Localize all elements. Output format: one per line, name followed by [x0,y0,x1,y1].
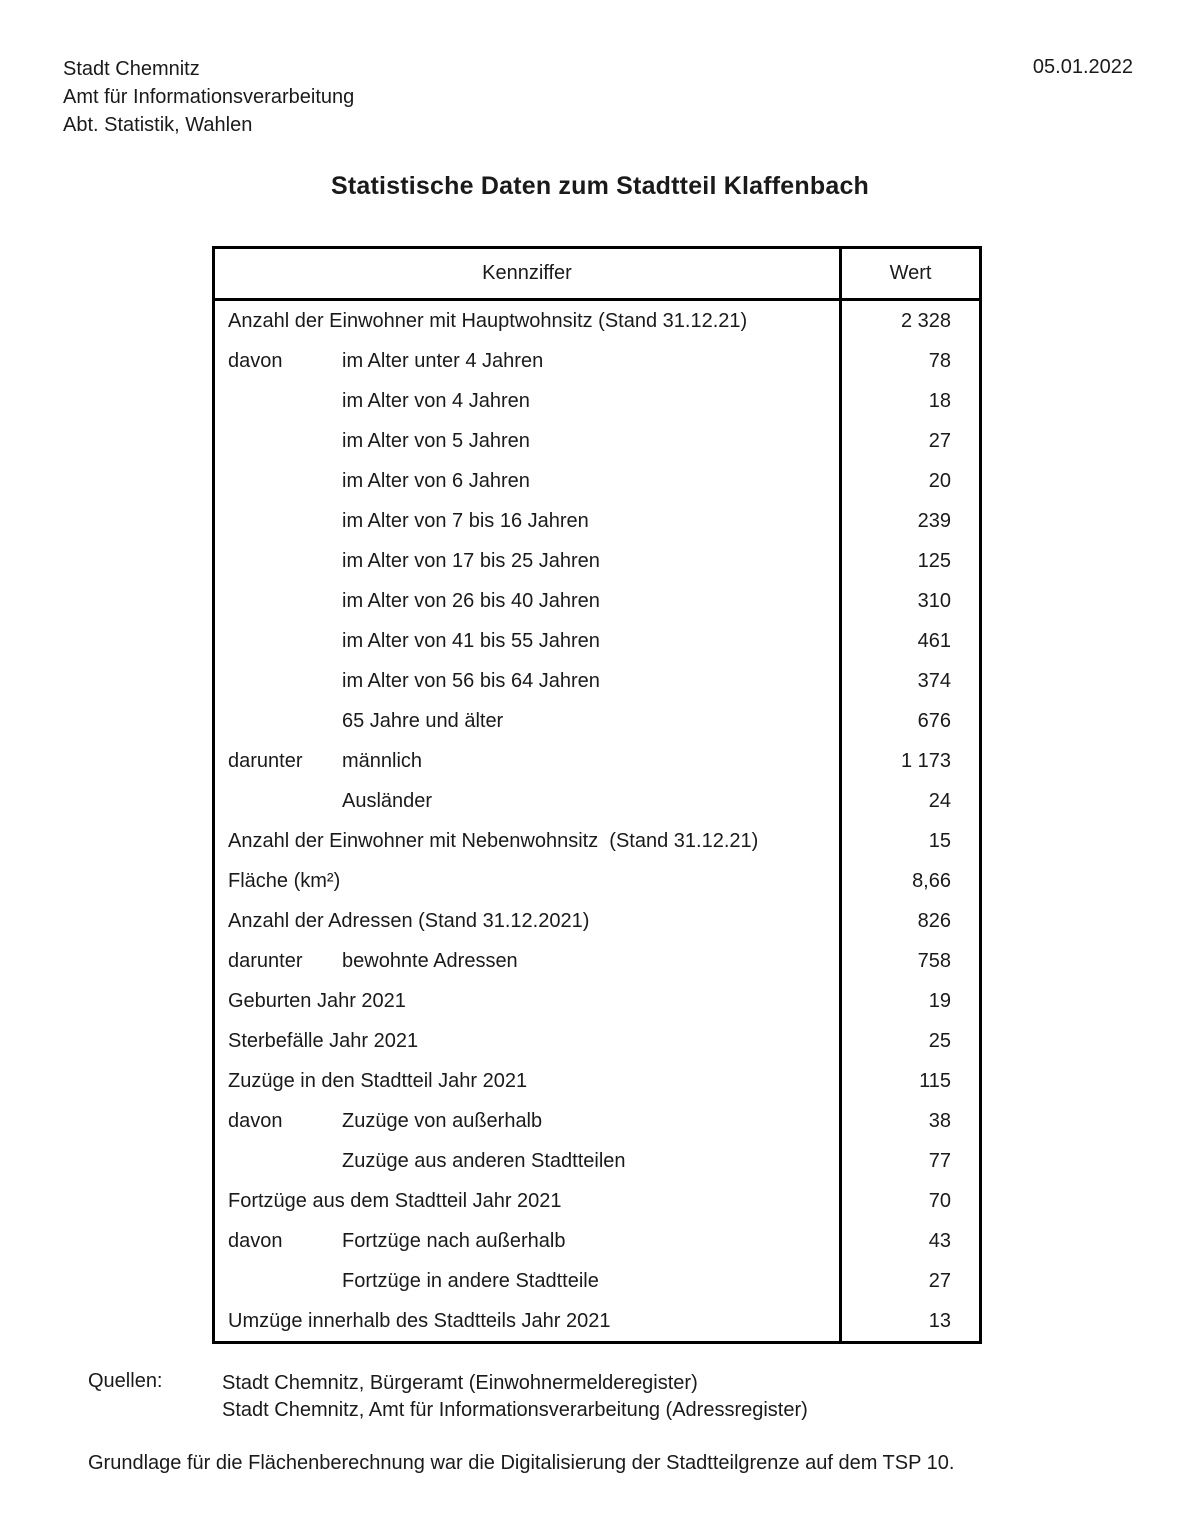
row-label: Fortzüge nach außerhalb [342,1229,566,1252]
row-label: Zuzüge in den Stadtteil Jahr 2021 [228,1069,528,1092]
kennziffer-cell [215,901,839,941]
row-prefix: davon [228,1229,283,1252]
row-label: 65 Jahre und älter [342,709,504,732]
wert-cell: 20 [839,461,979,501]
table-row [215,301,979,341]
wert-cell: 43 [839,1221,979,1261]
sources-label: Quellen: [88,1370,163,1392]
row-label: im Alter von 26 bis 40 Jahren [342,589,600,612]
wert-cell: 676 [839,701,979,741]
kennziffer-cell [215,421,839,461]
row-label: männlich [342,749,423,772]
sender-line-1: Stadt Chemnitz [63,58,200,80]
wert-cell: 19 [839,981,979,1021]
table-row [215,541,979,581]
wert-cell: 826 [839,901,979,941]
table-row [215,421,979,461]
kennziffer-cell [215,1261,839,1301]
wert-cell: 24 [839,781,979,821]
wert-cell: 115 [839,1061,979,1101]
table-header-row [215,249,979,301]
table-row [215,781,979,821]
table-row [215,821,979,861]
kennziffer-cell [215,1301,839,1341]
row-label: im Alter von 6 Jahren [342,469,530,492]
wert-cell: 758 [839,941,979,981]
kennziffer-cell [215,1181,839,1221]
wert-cell: 8,66 [839,861,979,901]
kennziffer-cell [215,1221,839,1261]
row-label: Anzahl der Einwohner mit Nebenwohnsitz (Stand 31.12.21) [228,829,759,852]
wert-cell: 27 [839,1261,979,1301]
table-row [215,581,979,621]
wert-cell: 77 [839,1141,979,1181]
row-label: Sterbefälle Jahr 2021 [228,1029,419,1052]
kennziffer-cell [215,1101,839,1141]
wert-cell: 38 [839,1101,979,1141]
table-row [215,861,979,901]
table-row [215,1301,979,1341]
wert-cell: 27 [839,421,979,461]
wert-cell: 15 [839,821,979,861]
table-row [215,941,979,981]
table-row [215,661,979,701]
statistics-table [212,246,982,1344]
wert-cell: 78 [839,341,979,381]
table-row [215,901,979,941]
sender-block [63,55,354,139]
kennziffer-cell [215,1141,839,1181]
row-prefix: davon [228,1109,283,1132]
kennziffer-cell [215,741,839,781]
kennziffer-cell [215,821,839,861]
table-row [215,1261,979,1301]
kennziffer-cell [215,541,839,581]
wert-cell: 25 [839,1021,979,1061]
table-row [215,621,979,661]
row-label: im Alter von 7 bis 16 Jahren [342,509,589,532]
sources-list [222,1370,808,1424]
wert-cell: 239 [839,501,979,541]
row-label: Zuzüge aus anderen Stadtteilen [342,1149,626,1172]
row-label: im Alter von 4 Jahren [342,389,530,412]
table-row [215,1021,979,1061]
wert-cell: 2 328 [839,301,979,341]
table-row [215,741,979,781]
kennziffer-cell [215,501,839,541]
area-calculation-note: Grundlage für die Flächenberechnung war die Digitalisierung der Stadtteilgrenze auf dem TSP 10. [88,1452,955,1474]
source-line-2: Stadt Chemnitz, Amt für Informationsverarbeitung (Adressregister) [222,1399,808,1421]
kennziffer-cell [215,941,839,981]
wert-cell: 1 173 [839,741,979,781]
row-label: Fortzüge in andere Stadtteile [342,1269,599,1292]
row-label: Fortzüge aus dem Stadtteil Jahr 2021 [228,1189,562,1212]
kennziffer-cell [215,701,839,741]
table-row [215,981,979,1021]
wert-cell: 18 [839,381,979,421]
row-label: Anzahl der Adressen (Stand 31.12.2021) [228,909,590,932]
row-label: Geburten Jahr 2021 [228,989,406,1012]
kennziffer-cell [215,621,839,661]
table-row [215,461,979,501]
row-label: Ausländer [342,789,433,812]
row-label: im Alter unter 4 Jahren [342,349,544,372]
table-row [215,341,979,381]
wert-cell: 13 [839,1301,979,1341]
kennziffer-cell [215,341,839,381]
row-label: Umzüge innerhalb des Stadtteils Jahr 2021 [228,1309,611,1332]
column-header-kennziffer: Kennziffer [482,262,572,284]
kennziffer-cell [215,581,839,621]
table-row [215,381,979,421]
row-prefix: davon [228,349,283,372]
kennziffer-cell [215,381,839,421]
sender-line-2: Amt für Informationsverarbeitung [63,86,355,108]
row-label: im Alter von 5 Jahren [342,429,530,452]
row-label: im Alter von 17 bis 25 Jahren [342,549,600,572]
row-prefix: darunter [228,949,303,972]
row-label: im Alter von 41 bis 55 Jahren [342,629,600,652]
row-prefix: darunter [228,749,303,772]
kennziffer-cell [215,1021,839,1061]
table-row [215,1141,979,1181]
source-line-1: Stadt Chemnitz, Bürgeramt (Einwohnermelderegister) [222,1372,698,1394]
table-row [215,1181,979,1221]
wert-cell: 125 [839,541,979,581]
sender-line-3: Abt. Statistik, Wahlen [63,114,253,136]
table-row [215,1221,979,1261]
table-row [215,1101,979,1141]
document-date: 05.01.2022 [1032,56,1133,78]
table-row [215,501,979,541]
wert-cell: 374 [839,661,979,701]
wert-cell: 461 [839,621,979,661]
table-body [215,301,979,1341]
wert-cell: 70 [839,1181,979,1221]
table-row [215,1061,979,1101]
kennziffer-cell [215,301,839,341]
row-label: Fläche (km²) [228,869,341,892]
row-label: bewohnte Adressen [342,949,518,972]
kennziffer-cell [215,861,839,901]
row-label: Zuzüge von außerhalb [342,1109,543,1132]
kennziffer-cell [215,1061,839,1101]
column-header-wert: Wert [839,249,979,298]
page-title: Statistische Daten zum Stadtteil Klaffenbach [330,172,870,200]
kennziffer-cell [215,461,839,501]
row-label: im Alter von 56 bis 64 Jahren [342,669,600,692]
table-row [215,701,979,741]
kennziffer-cell [215,981,839,1021]
wert-cell: 310 [839,581,979,621]
row-label: Anzahl der Einwohner mit Hauptwohnsitz (Stand 31.12.21) [228,309,748,332]
kennziffer-cell [215,781,839,821]
kennziffer-cell [215,661,839,701]
